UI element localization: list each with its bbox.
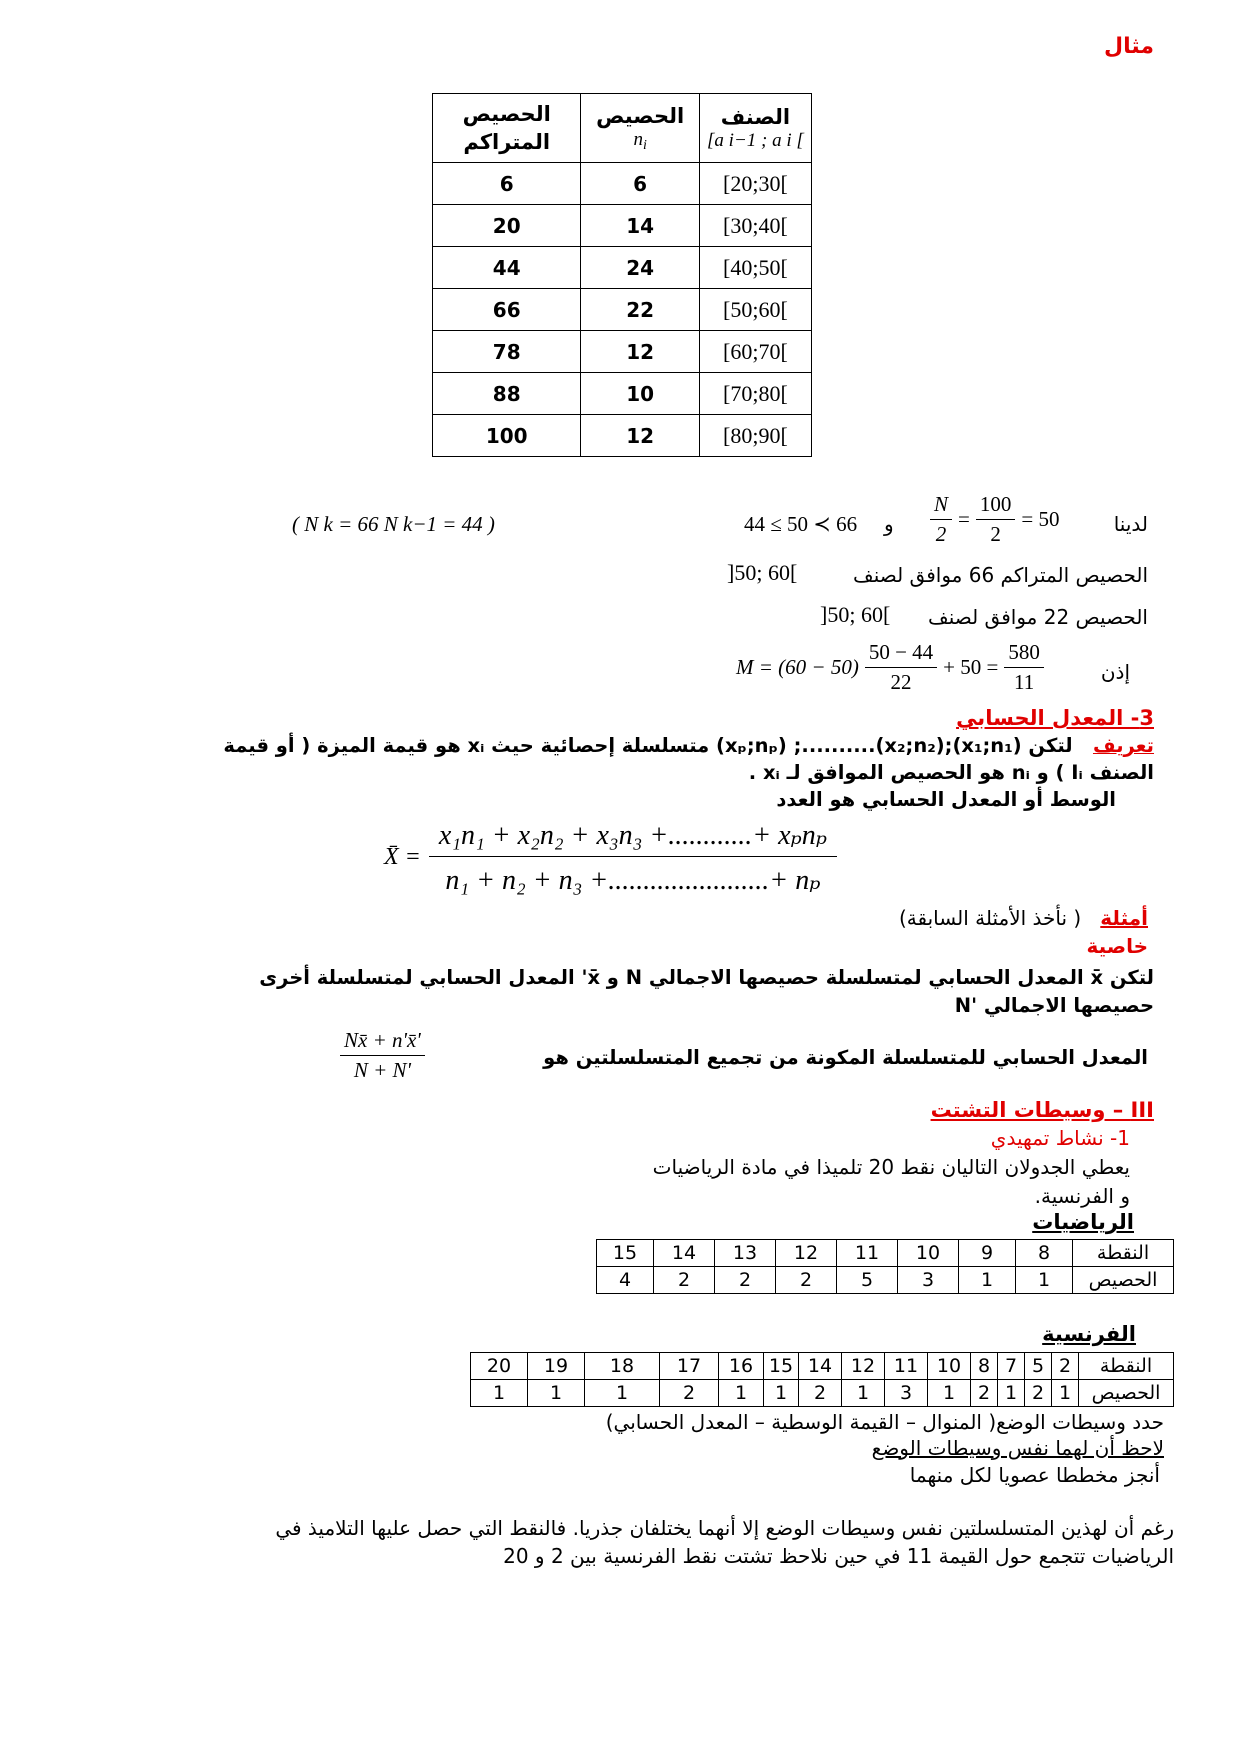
section-iii-title: III – وسيطات التشتت (930, 1098, 1154, 1122)
conclusion-line1: رغم أن لهذين المتسلسلتين نفس وسيطات الوضع إلا أنهما يختلفان جذريا. فالنقط التي حصل عليها التلاميذ في (275, 1516, 1174, 1540)
property-label: خاصية (1086, 934, 1148, 958)
frequency-table (432, 93, 812, 457)
combined-mean-formula: $\frac{Nx̄ + n'x̄'}{N + N'}$ (340, 1028, 425, 1083)
french-grades-table (470, 1352, 1174, 1407)
property-line3: المعدل الحسابي للمتسلسلة المكونة من تجميع المتسلسلتين هو (543, 1046, 1148, 1069)
definition-line2: الصنف Iᵢ ) و nᵢ هو الحصيص الموافق لـ xᵢ . (748, 761, 1154, 784)
property-line2: حصيصها الاجمالي 'N (954, 994, 1154, 1017)
header-frequency: الحصيص $n_i$ (581, 94, 699, 163)
definition-line1: تعريف لتكن (x₁;n₁);(x₂;n₂)..........; (xₚ;nₚ) متسلسلة إحصائية حيث xᵢ هو قيمة الميزة ( أو قيمة (223, 734, 1154, 757)
inequality: 44 ≤ 50 ≺ 66 (744, 512, 858, 536)
class-50-60-b: ]50; 60[ (820, 602, 891, 627)
math-table-label: الرياضيات (1032, 1210, 1134, 1234)
table-row: 44 24 [40;50[ (433, 247, 812, 289)
table-row: الحصيص 1 2 1 2 1 3 1 2 1 1 2 1 1 1 (471, 1380, 1174, 1407)
half-n-formula: $\frac{N}{2}$ = $\frac{100}{2}$ = 50 (930, 492, 1059, 547)
frequency-class-line: الحصيص 22 موافق لصنف (928, 605, 1148, 629)
conclusion-line2: الرياضيات تتجمع حول القيمة 11 في حين نلاحظ تشتت نقط الفرنسية بين 2 و 20 (503, 1544, 1174, 1568)
task-modes: حدد وسيطات الوضع( المنوال – القيمة الوسطية – المعدل الحسابي) (605, 1410, 1164, 1434)
table-row: 20 14 [30;40[ (433, 205, 812, 247)
examples-line: أمثلة ( نأخذ الأمثلة السابقة) (898, 906, 1148, 930)
intro-line1: يعطي الجدولان التاليان نقط 20 تلميذا في مادة الرياضيات (652, 1155, 1130, 1179)
example-title: مثال (1104, 34, 1154, 59)
table-row: النقطة 2 5 7 8 10 11 12 14 15 16 17 18 19 20 (471, 1353, 1174, 1380)
definition-line3: الوسط أو المعدل الحسابي هو العدد (776, 788, 1116, 811)
definition-label: تعريف (1092, 734, 1154, 757)
french-table-label: الفرنسية (1042, 1322, 1136, 1346)
mean-formula: X̄ = $\frac{\text{x₁n₁ + x₂n₂ + x₃n₃ +............+ xₚnₚ}}{\text{n₁ + n₂ + n₃ +.......................+ nₚ}}$ (384, 818, 837, 897)
property-line1: لتكن x̄ المعدل الحسابي لمتسلسلة حصيصها الاجمالي N و x̄' المعدل الحسابي لمتسلسلة أخرى (259, 966, 1154, 989)
table-row: النقطة 8 9 10 11 12 13 14 15 (597, 1240, 1174, 1267)
table-row: 6 6 [20;30[ (433, 163, 812, 205)
intro-line2: و الفرنسية. (1034, 1184, 1130, 1208)
we-have-label: لدينا (1113, 512, 1148, 536)
math-grades-table (596, 1239, 1174, 1294)
activity-title: 1- نشاط تمهيدي (990, 1126, 1130, 1150)
table-row: الحصيص 1 1 3 5 2 2 2 4 (597, 1267, 1174, 1294)
cumulative-class-line: الحصيص المتراكم 66 موافق لصنف (852, 563, 1148, 587)
task-same-modes: لاحظ أن لهما نفس وسيطات الوضع (871, 1436, 1164, 1460)
table-row: 66 22 [50;60[ (433, 289, 812, 331)
header-cumulative: الحصيص المتراكم (433, 94, 581, 163)
table-row: 100 12 [80;90[ (433, 415, 812, 457)
header-class: الصنف [a i−1 ; a i [ (699, 94, 811, 163)
examples-label: أمثلة (1100, 906, 1148, 930)
nk-values: ( N k = 66 N k−1 = 44 ) (292, 512, 495, 536)
median-formula: M = (60 − 50) $\frac{50 - 44}{22}$ + 50 = $\frac{580}{11}$ (736, 640, 1044, 695)
class-50-60-a: ]50; 60[ (727, 560, 798, 585)
then-label: إذن (1100, 660, 1130, 684)
and-word: و (884, 512, 894, 536)
task-bar-chart: أنجز مخططا عصويا لكل منهما (909, 1463, 1160, 1487)
section-3-title: 3- المعدل الحسابي (956, 706, 1154, 730)
table-row: 78 12 [60;70[ (433, 331, 812, 373)
table-row: 88 10 [70;80[ (433, 373, 812, 415)
